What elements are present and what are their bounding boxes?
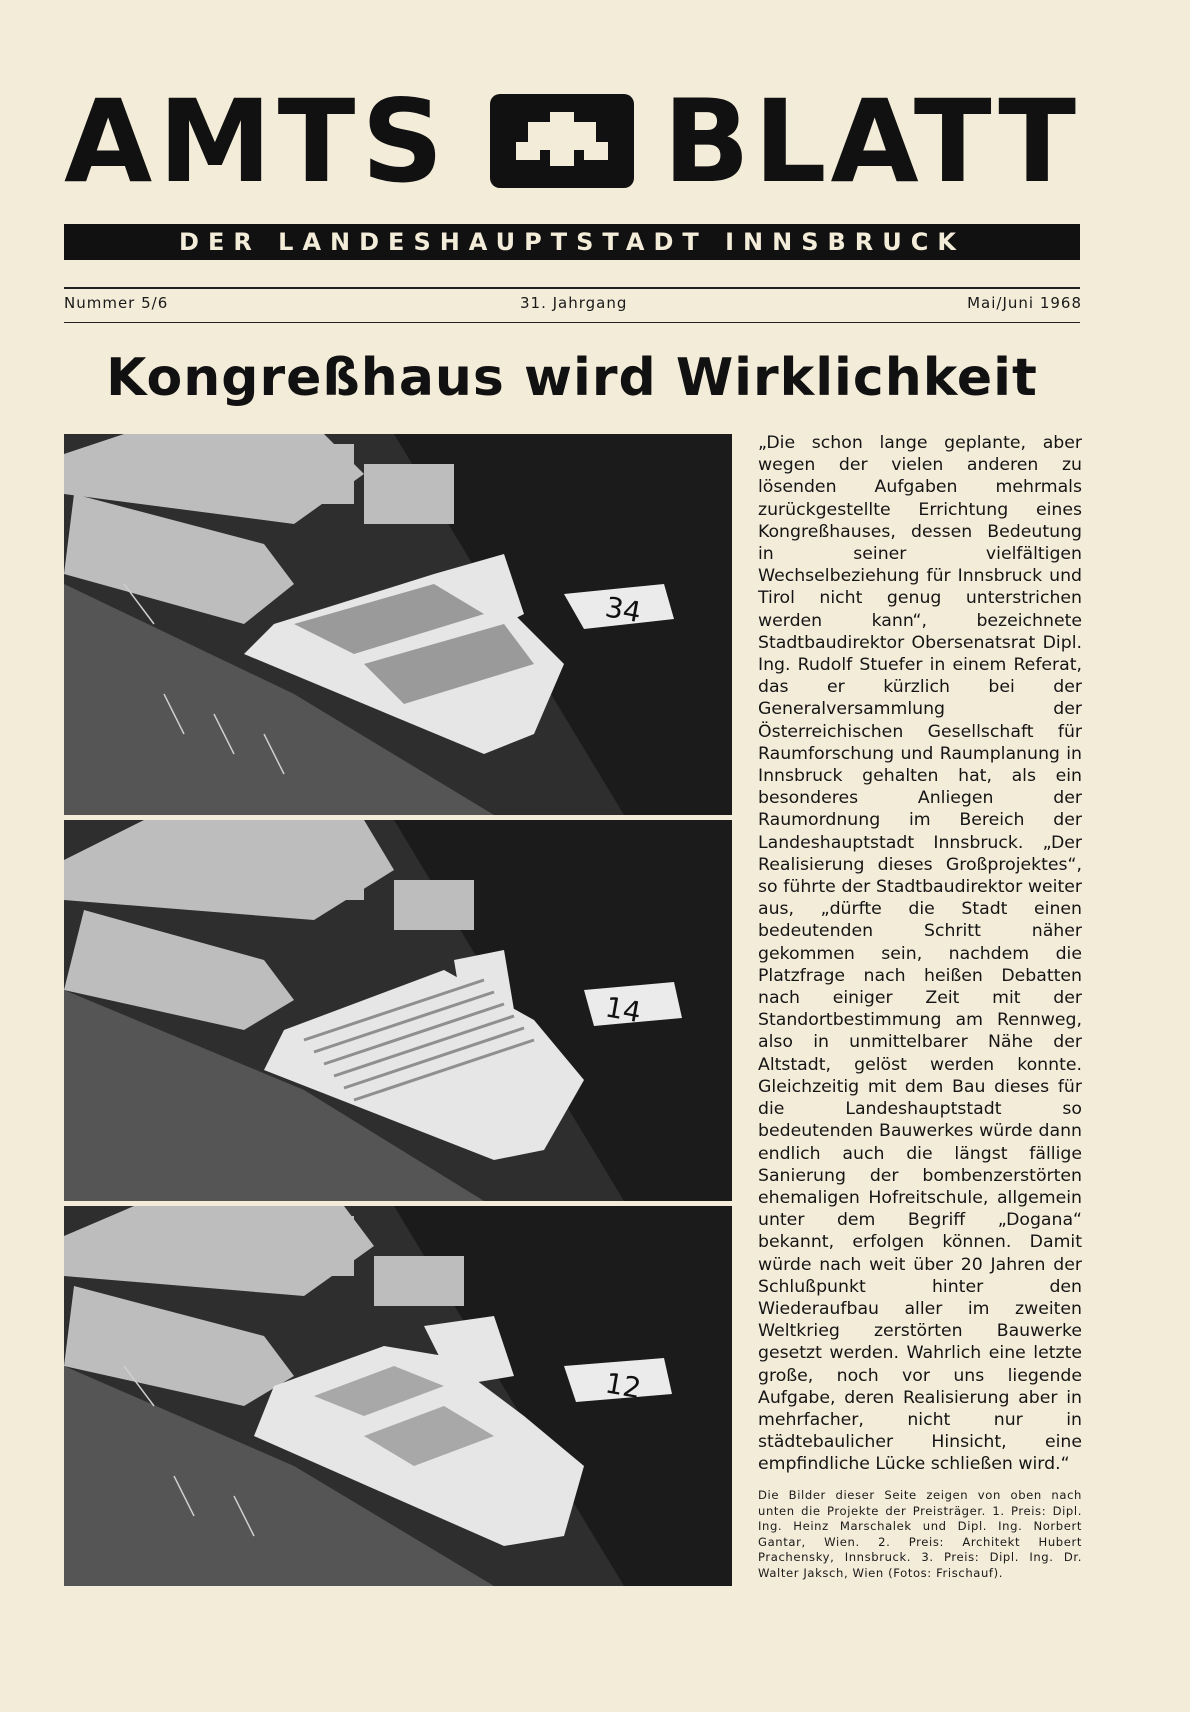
photo-label: 14	[602, 990, 644, 1030]
divider	[64, 287, 1080, 289]
masthead-title-left: AMTS	[64, 75, 450, 208]
issue-date: Mai/Juni 1968	[967, 294, 1082, 312]
article-body: „Die schon lange geplante, aber wegen der vielen anderen zu lösenden Aufgaben mehrmals zurückgestellte Errichtung eines Kongreßhauses, dessen Bedeutung in seiner vielfältigen Wechselbeziehung für Innsbruck und Tirol nicht genug unterstrichen werden kann“, bezeichnete Stadtbaudirektor Obersenatsrat Dipl. Ing. Rudolf Stuefer in einem Referat, das er kürzlich bei der Generalversammlung der Österreichischen Gesellschaft für Raumforschung und Raumplanung in Innsbruck gehalten hat, als ein besonderes Anliegen der Raumordnung im Bereich der Landeshauptstadt Innsbruck. „Der Realisierung dieses Großprojektes“, so führte der Stadtbaudirektor weiter aus, „dürfte die Stadt einen bedeutenden Schritt näher gekommen sein, nachdem die Platzfrage nach heißen Debatten nach einiger Zeit mit der Standortbestimmung am Rennweg, also in unmittelbarer Nähe der Altstadt, gelöst werden konnte. Gleichzeitig mit dem Bau dieses für die Landeshauptstadt so bedeutenden Bauwerkes würde dann endlich auch die längst fällige Sanierung der bombenzerstörten ehemaligen Hofreitschule, allgemein unter dem Begriff „Dogana“ bekannt, erfolgen können. Damit würde nach weit über 20 Jahren der Schlußpunkt hinter den Wiederaufbau aller im zweiten Weltkrieg zerstörten Bauwerke gesetzt werden. Wahrlich eine letzte große, noch vor uns liegende Aufgabe, deren Realisierung aber in mehrfacher, nicht nur in städtebaulicher Hinsicht, eine empfindliche Lücke schließen wird.“	[758, 433, 1082, 1475]
photo-label: 12	[602, 1366, 644, 1406]
photo-column	[64, 434, 732, 1586]
masthead	[64, 75, 1080, 208]
issue-volume: 31. Jahrgang	[520, 294, 628, 312]
photo-label: 34	[602, 590, 644, 630]
divider	[64, 322, 1080, 323]
model-photo-third-prize	[64, 1206, 732, 1586]
photo-caption: Die Bilder dieser Seite zeigen von oben nach unten die Projekte der Preisträger. 1. Preis: Dipl. Ing. Heinz Marschalek und Dipl. Ing. Norbert Gantar, Wien. 2. Preis: Architekt Hubert Prachensky, Innsbruck. 3. Preis: Dipl. Ing. Dr. Walter Jaksch, Wien (Fotos: Frischauf).	[758, 1488, 1082, 1580]
masthead-title-right: BLATT	[662, 75, 1080, 208]
issue-number: Nummer 5/6	[64, 294, 169, 312]
page-title: Kongreßhaus wird Wirklichkeit	[106, 348, 1038, 408]
masthead-subtitle: DER LANDESHAUPTSTADT INNSBRUCK	[64, 224, 1080, 260]
innsbruck-coat-of-arms-icon	[488, 92, 636, 190]
model-photo-first-prize	[64, 434, 732, 815]
model-photo-second-prize	[64, 820, 732, 1201]
